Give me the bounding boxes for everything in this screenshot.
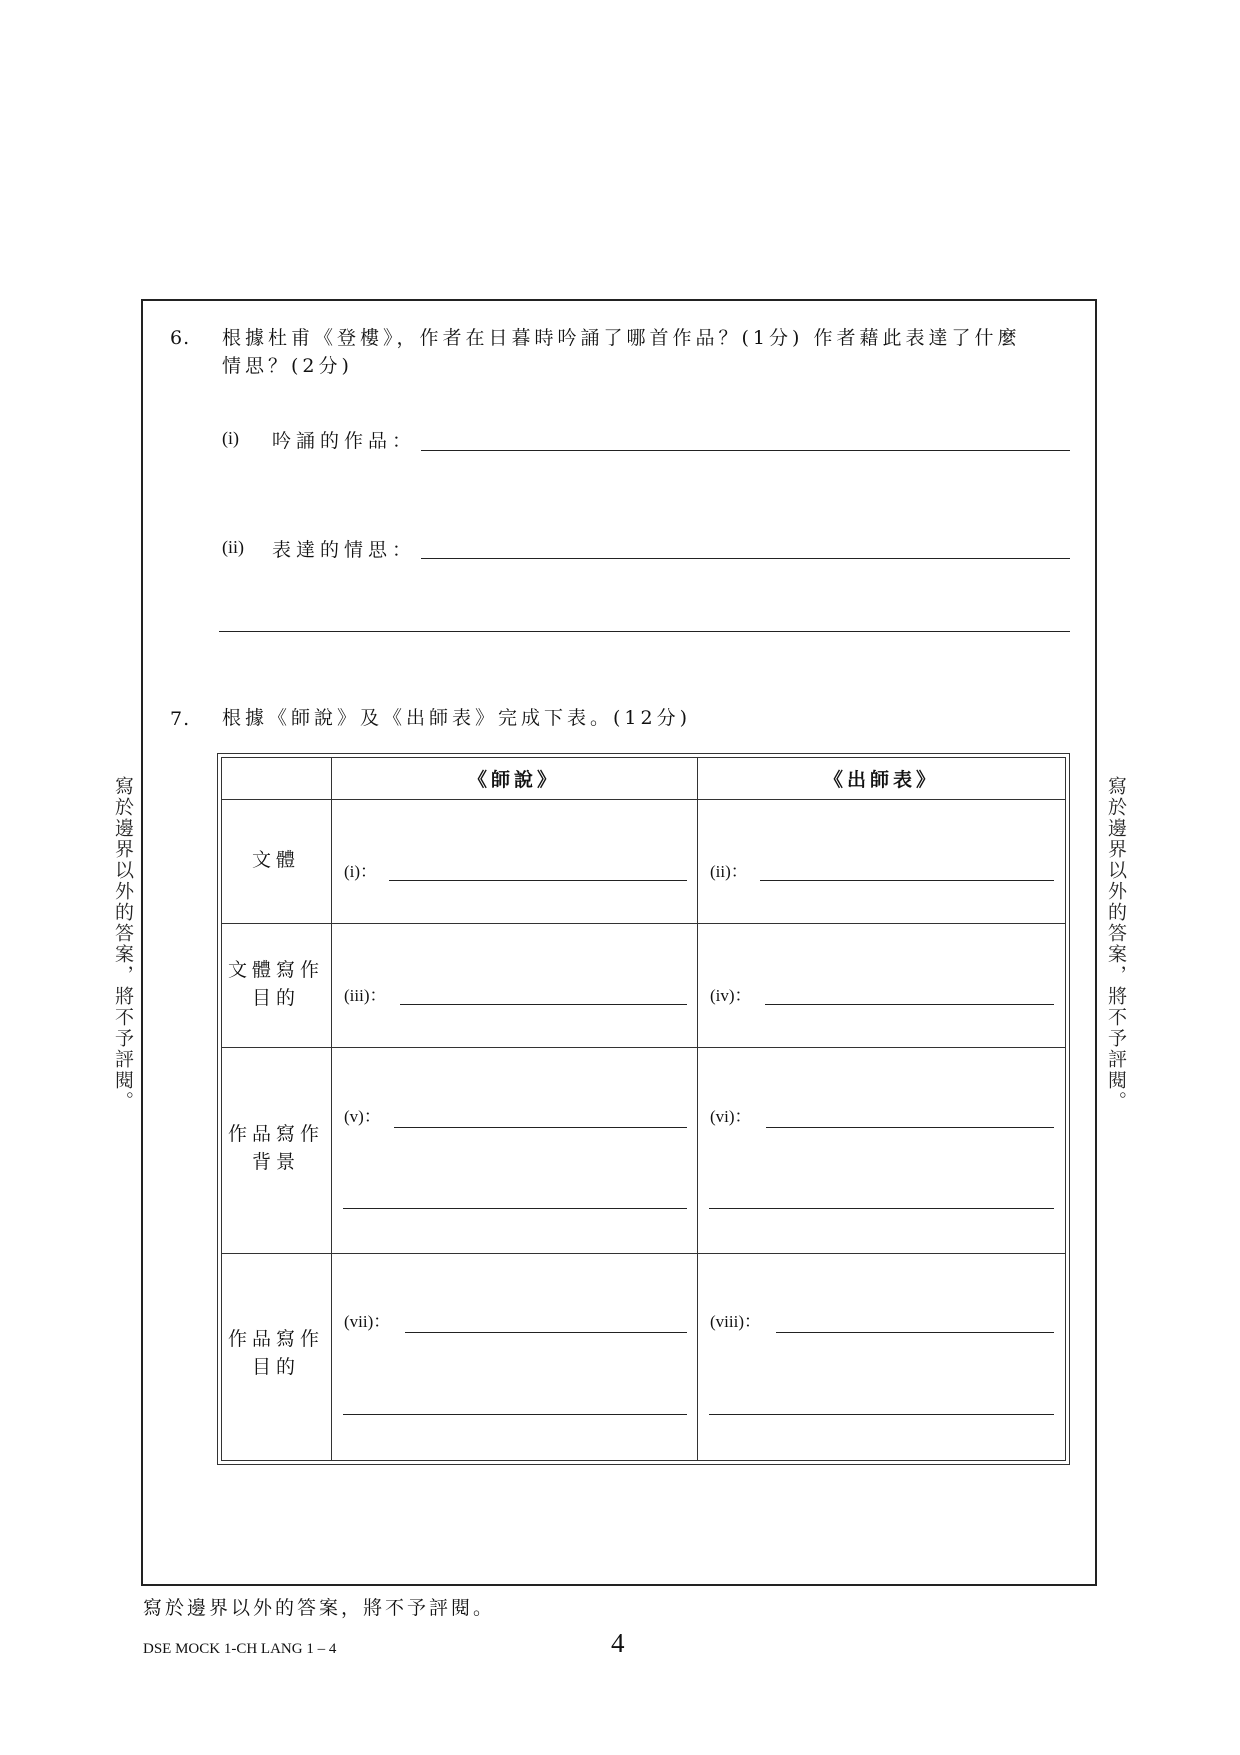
col-header-chushibiao: 《出師表》 xyxy=(823,769,939,791)
answer-line-v[interactable] xyxy=(394,1127,687,1128)
q6-text xyxy=(222,324,1082,380)
q6-number: 6. xyxy=(170,327,191,349)
table-row-sep-2 xyxy=(221,923,1066,924)
row-header-work-purpose xyxy=(221,1325,331,1381)
answer-line-v-continued[interactable] xyxy=(343,1208,687,1209)
label-vi: (vi)： xyxy=(710,1107,752,1126)
label-ii: (ii)： xyxy=(710,862,748,881)
table-row-sep-4 xyxy=(221,1253,1066,1254)
answer-line-ii[interactable] xyxy=(760,880,1054,881)
answer-line-iii[interactable] xyxy=(400,1004,687,1005)
answer-line-i[interactable] xyxy=(389,880,687,881)
table-row-sep-1 xyxy=(221,799,1066,800)
table-divider-1 xyxy=(331,757,332,1461)
label-viii: (viii)： xyxy=(710,1312,761,1331)
q6-answer-line-i[interactable] xyxy=(421,450,1070,451)
q6-part-ii-num: (ii) xyxy=(222,537,244,557)
q6-part-i-num: (i) xyxy=(222,428,239,448)
label-iv: (iv)： xyxy=(710,986,752,1005)
table-row-sep-3 xyxy=(221,1047,1066,1048)
row-header-genre-purpose-line1: 文體寫作 xyxy=(227,959,324,981)
q6-text-line1: 根據杜甫《登樓》，作者在日暮時吟誦了哪首作品？(1分) 作者藉此表達了什麼 xyxy=(222,327,1021,349)
left-margin-note: 寫於邊界以外的答案，將不予評閱。 xyxy=(112,776,134,1112)
col-header-shishuo: 《師說》 xyxy=(467,769,560,791)
exam-code: DSE MOCK 1-CH LANG 1 – 4 xyxy=(143,1641,337,1657)
q6-answer-line-ii-continued[interactable] xyxy=(219,631,1070,632)
row-header-genre-purpose-line2: 目的 xyxy=(251,987,300,1009)
q7-text: 根據《師說》及《出師表》完成下表。(12分) xyxy=(222,707,692,729)
answer-line-viii[interactable] xyxy=(776,1332,1054,1333)
q7-number: 7. xyxy=(170,708,191,730)
answer-line-vi[interactable] xyxy=(766,1127,1054,1128)
answer-line-iv[interactable] xyxy=(765,1004,1054,1005)
answer-line-vii[interactable] xyxy=(405,1332,687,1333)
row-header-genre-purpose xyxy=(221,956,331,1012)
label-vii: (vii)： xyxy=(344,1312,391,1331)
label-v: (v)： xyxy=(344,1107,381,1126)
row-header-background-line2: 背景 xyxy=(251,1151,300,1173)
row-header-background-line1: 作品寫作 xyxy=(227,1123,324,1145)
q6-answer-line-ii[interactable] xyxy=(421,558,1070,559)
label-i: (i)： xyxy=(344,862,378,881)
q6-part-i-label: 吟誦的作品： xyxy=(272,430,417,452)
right-margin-note: 寫於邊界以外的答案，將不予評閱。 xyxy=(1105,776,1127,1112)
row-header-work-purpose-line1: 作品寫作 xyxy=(227,1328,324,1350)
table-divider-2 xyxy=(697,757,698,1461)
q6-text-line2: 情思？(2分) xyxy=(222,355,353,377)
answer-line-vi-continued[interactable] xyxy=(709,1208,1054,1209)
answer-line-viii-continued[interactable] xyxy=(709,1414,1054,1415)
row-header-work-purpose-line2: 目的 xyxy=(251,1356,300,1378)
bottom-margin-note: 寫於邊界以外的答案，將不予評閱。 xyxy=(143,1597,496,1619)
page-number: 4 xyxy=(611,1628,625,1658)
answer-line-vii-continued[interactable] xyxy=(343,1414,687,1415)
row-header-background xyxy=(221,1120,331,1176)
q6-part-ii-label: 表達的情思： xyxy=(272,539,417,561)
row-header-genre-line1: 文體 xyxy=(251,849,300,871)
row-header-genre xyxy=(221,846,331,874)
label-iii: (iii)： xyxy=(344,986,387,1005)
